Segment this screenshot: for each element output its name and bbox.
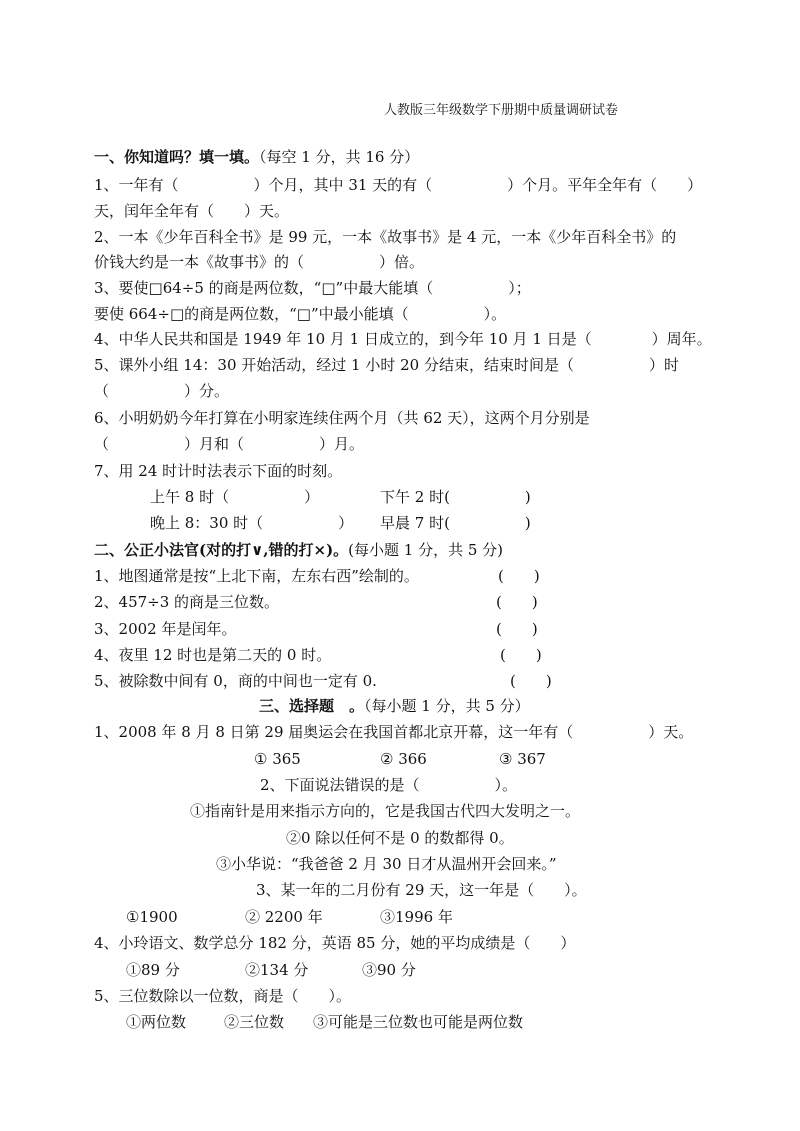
s3-q5-opt1: ①两位数 (126, 1013, 187, 1031)
s3-q1-opt1: ① 365 (254, 750, 301, 768)
s3-q5-opt3: ③可能是三位数也可能是两位数 (313, 1013, 524, 1031)
s2-q1-paren: ( ) (498, 567, 540, 585)
section-2-title: 二、公正小法官(对的打∨,错的打×)。 (94, 541, 349, 559)
s1-q7-item1: 上午 8 时（ ） (150, 488, 320, 506)
s2-q5: 5、被除数中间有 0，商的中间也一定有 0. (94, 672, 377, 690)
s2-q2-paren: ( ) (496, 593, 538, 611)
s2-q2: 2、457÷3 的商是三位数。 (94, 593, 280, 611)
section-1-title: 一、你知道吗？填一填。 (94, 148, 260, 166)
s3-q1-opt3: ③ 367 (499, 750, 546, 768)
s2-q4-paren: ( ) (500, 646, 542, 664)
s3-q1: 1、2008 年 8 月 8 日第 29 届奥运会在我国首都北京开幕，这一年有（ ）天。 (94, 723, 694, 741)
s3-q4-opt2: ②134 分 (245, 961, 309, 979)
s1-q5-line1: 5、课外小组 14：30 开始活动，经过 1 小时 20 分结束，结束时间是（ ）时 (94, 356, 679, 374)
s1-q6-line2: （ ）月和（ ）月。 (94, 435, 365, 453)
s1-q2-line1: 2、一本《少年百科全书》是 99 元，一本《故事书》是 4 元，一本《少年百科全书》的 (94, 228, 677, 246)
s3-q3-opt3: ③1996 年 (380, 908, 453, 926)
section-3-title: 三、选择题 。 (259, 697, 365, 715)
section-2-heading (94, 540, 503, 560)
s2-q1: 1、地图通常是按“上北下南，左东右西”绘制的。 (94, 567, 419, 585)
s1-q2-line2: 价钱大约是一本《故事书》的（ ）倍。 (94, 253, 425, 271)
s2-q4: 4、夜里 12 时也是第二天的 0 时。 (94, 646, 332, 664)
s1-q7-item4: 早晨 7 时( ) (380, 514, 531, 532)
s3-q5-opt2: ②三位数 (224, 1013, 285, 1031)
s1-q7: 7、用 24 时计时法表示下面的时刻。 (94, 462, 343, 480)
s3-q3: 3、某一年的二月份有 29 天，这一年是（ ）。 (256, 881, 587, 899)
s1-q1-line2: 天，闰年全年有（ ）天。 (94, 202, 290, 220)
s3-q2-opt3: ③小华说：“我爸爸 2 月 30 日才从温州开会回来。” (216, 855, 557, 873)
s3-q3-opt1: ①1900 (126, 908, 178, 926)
s1-q6-line1: 6、小明奶奶今年打算在小明家连续住两个月（共 62 天），这两个月分别是 (94, 409, 590, 427)
s1-q5-line2: （ ）分。 (94, 382, 230, 400)
s3-q2-opt2: ②0 除以任何不是 0 的数都得 0。 (286, 829, 514, 847)
s2-q3: 3、2002 年是闰年。 (94, 620, 237, 638)
s3-q4-opt1: ①89 分 (126, 961, 180, 979)
s1-q3-line1: 3、要使□64÷5 的商是两位数，“□”中最大能填（ ）； (94, 279, 531, 297)
s3-q4: 4、小玲语文、数学总分 182 分，英语 85 分，她的平均成绩是（ ） (94, 934, 576, 952)
section-3-heading (259, 696, 530, 716)
s3-q5: 5、三位数除以一位数，商是（ ）。 (94, 987, 352, 1005)
s2-q5-paren: ( ) (510, 672, 552, 690)
s1-q4: 4、中华人民共和国是 1949 年 10 月 1 日成立的，到今年 10 月 1 日是（ ）周年。 (94, 330, 712, 348)
s1-q7-item3: 晚上 8：30 时（ ） (150, 514, 354, 532)
s3-q2-opt1: ①指南针是用来指示方向的，它是我国古代四大发明之一。 (190, 802, 581, 820)
s3-q2: 2、下面说法错误的是（ ）。 (260, 776, 518, 794)
s1-q3-line2: 要使 664÷□的商是两位数，“□”中最小能填（ ）。 (94, 305, 507, 323)
s1-q1-line1: 1、一年有（ ）个月，其中 31 天的有（ ）个月。平年全年有（ ） (94, 176, 703, 194)
section-1-score: （每空 1 分，共 16 分） (259, 148, 420, 166)
section-1-heading (94, 147, 419, 167)
section-3-score: （每小题 1 分，共 5 分） (364, 697, 530, 715)
s1-q7-item2: 下午 2 时( ) (380, 488, 531, 506)
s2-q3-paren: ( ) (496, 620, 538, 638)
page-header: 人教版三年级数学下册期中质量调研试卷 (384, 103, 619, 118)
s3-q3-opt2: ② 2200 年 (245, 908, 323, 926)
section-2-score: (每小题 1 分，共 5 分) (348, 541, 504, 559)
s3-q1-opt2: ② 366 (380, 750, 427, 768)
s3-q4-opt3: ③90 分 (362, 961, 416, 979)
